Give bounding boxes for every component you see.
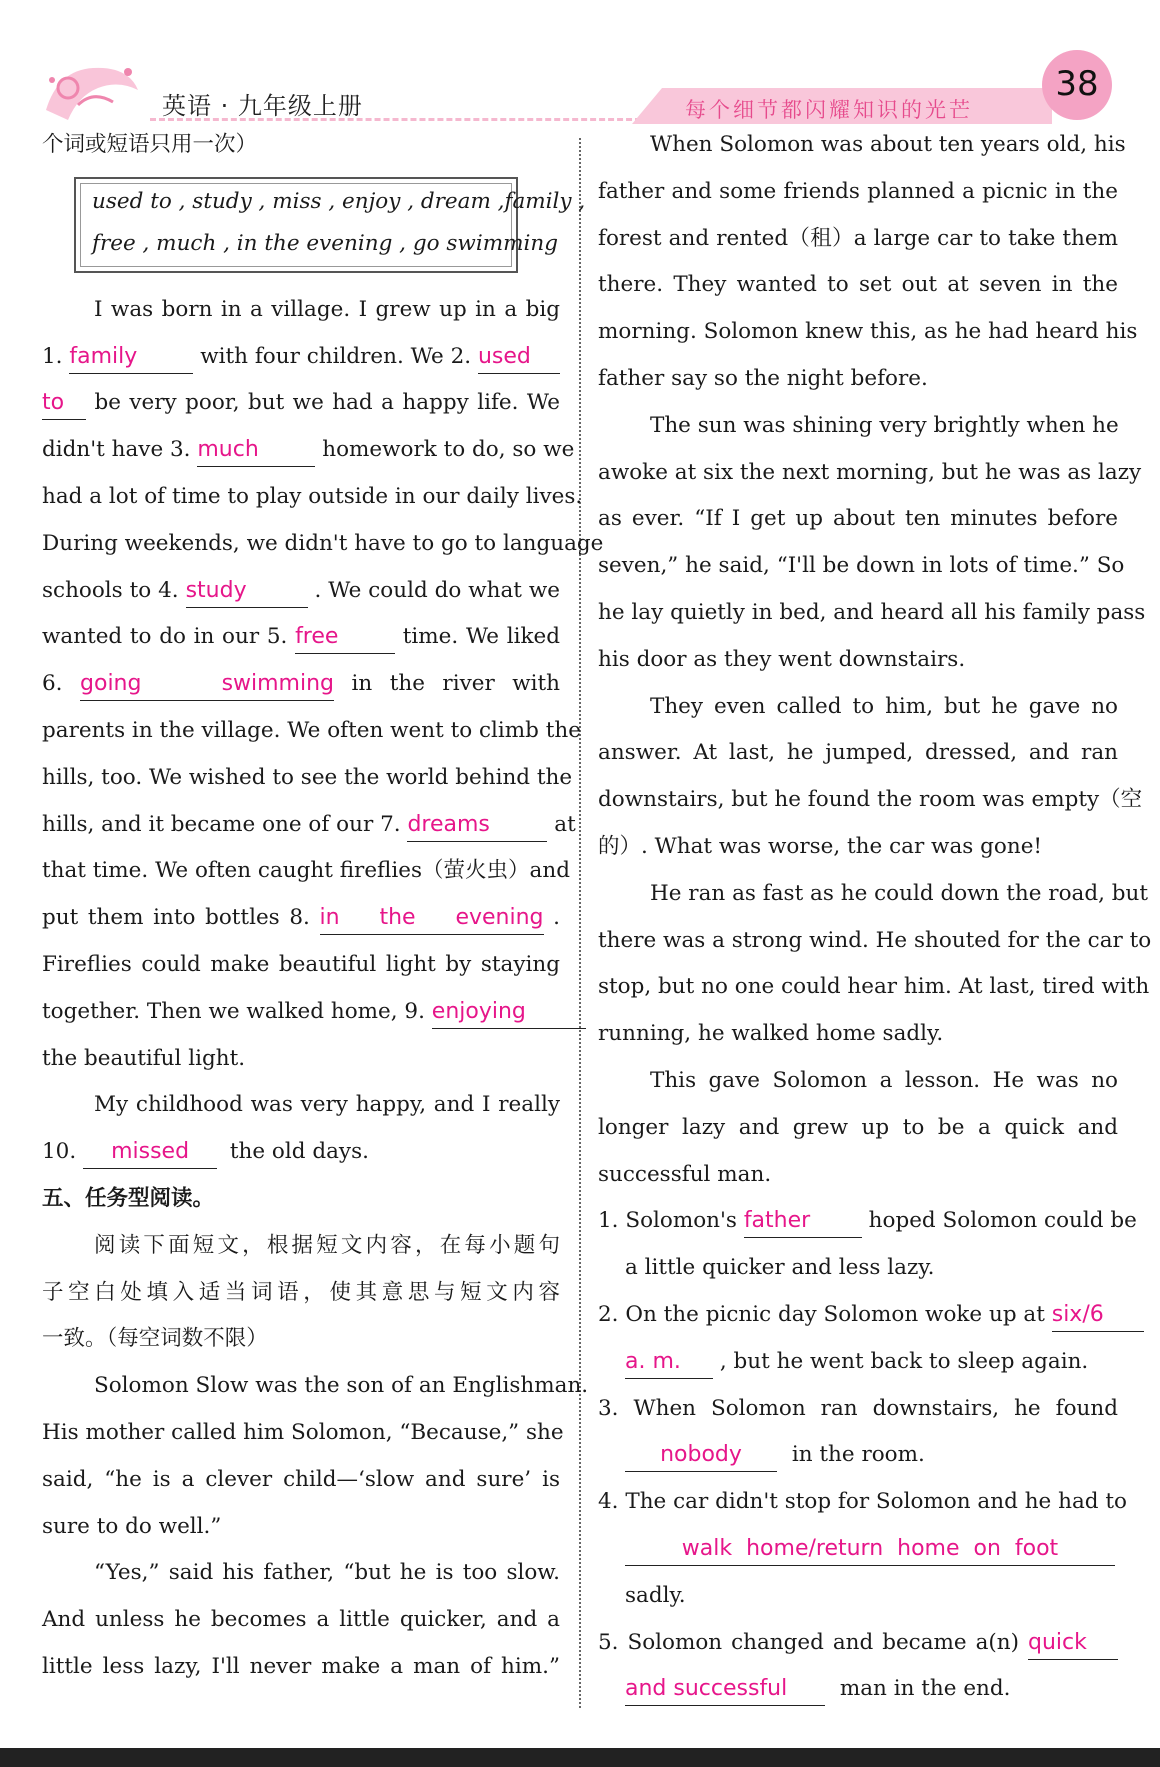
story-line: there was a strong wind. He shouted for the car to (598, 927, 1152, 953)
answer-1: family (69, 341, 193, 374)
passage-text: the old days. (229, 1139, 369, 1165)
answer-9: enjoying (432, 996, 586, 1029)
book-subject-title: 英语 · 九年级上册 (162, 92, 363, 120)
question-3-cont (598, 1432, 1118, 1479)
question-3: 3. When Solomon ran downstairs, he found (598, 1395, 1118, 1421)
story-line: as ever. “If I get up about ten minutes before (598, 506, 1118, 532)
passage-line (42, 802, 576, 849)
answer-3: much (197, 434, 315, 467)
header-dashed-divider (150, 118, 650, 121)
passage-line: hills, too. We wished to see the world behind the (42, 764, 573, 790)
passage-line (42, 427, 575, 474)
passage-text: in the river with (351, 671, 560, 697)
story-line: Solomon Slow was the son of an Englishman. (94, 1373, 589, 1399)
question-5-cont (598, 1666, 1118, 1713)
story-line: stop, but no one could hear him. At last, tired with (598, 974, 1150, 1000)
story-line: They even called to him, but he gave no (650, 693, 1118, 719)
answer-q2a: six/6 (1052, 1299, 1144, 1332)
passage-line: I was born in a village. I grew up in a big (94, 296, 560, 322)
intro-text: 个词或短语只用一次） (42, 132, 258, 157)
passage-line: parents in the village. We often went to climb the (42, 717, 581, 743)
section-title: 五、任务型阅读。 (42, 1185, 215, 1211)
question-4-end: sadly. (625, 1582, 686, 1608)
passage-line: had a lot of time to play outside in our daily lives. (42, 483, 583, 509)
question-text: hoped Solomon could be (868, 1208, 1137, 1234)
passage-line (42, 895, 560, 942)
answer-5: free (295, 621, 395, 654)
question-5 (598, 1620, 1118, 1667)
passage-text: put them into bottles 8. (42, 905, 310, 931)
instruction-line: 阅读下面短文，根据短文内容，在每小题句 (94, 1232, 560, 1258)
question-text: 1. Solomon's (598, 1208, 737, 1234)
story-line: successful man. (598, 1161, 772, 1187)
word-bank-line-2: free , much , in the evening , go swimming (92, 230, 558, 256)
passage-line (42, 568, 560, 615)
passage-text: at (554, 811, 576, 837)
page-number: 38 (1055, 64, 1099, 104)
story-line: his door as they went downstairs. (598, 646, 966, 672)
answer-q4: walk home/return home on foot (625, 1533, 1115, 1566)
story-line: “Yes,” said his father, “but he is too slow. (94, 1560, 560, 1586)
column-divider (579, 138, 581, 1708)
question-4: 4. The car didn't stop for Solomon and he had to (598, 1489, 1127, 1515)
passage-text: wanted to do in our 5. (42, 624, 288, 650)
answer-8: in the evening (320, 902, 544, 935)
story-line: awoke at six the next morning, but he was as lazy (598, 459, 1142, 485)
question-1-cont: a little quicker and less lazy. (625, 1255, 935, 1281)
passage-line: that time. We often caught fireflies（萤火虫）and (42, 858, 570, 884)
answer-q2b: a. m. (625, 1346, 713, 1379)
story-line: downstairs, but he found the room was empty（空 (598, 787, 1143, 813)
story-line: seven,” he said, “I'll be down in lots of time.” So (598, 553, 1125, 579)
blank-number: 10. (42, 1139, 77, 1165)
answer-2a: used (478, 341, 560, 374)
question-4-cont (598, 1526, 1118, 1573)
answer-q3: nobody (625, 1439, 777, 1472)
passage-line: Fireflies could make beautiful light by staying (42, 951, 560, 977)
story-line: longer lazy and grew up to be a quick and (598, 1114, 1118, 1140)
passage-text: . We could do what we (314, 577, 560, 603)
passage-line (42, 614, 560, 661)
answer-q1: father (744, 1205, 862, 1238)
left-column (42, 122, 604, 1691)
answer-7: dreams (407, 809, 547, 842)
passage-text: be very poor, but we had a happy life. We (94, 390, 560, 416)
question-1 (598, 1198, 1137, 1245)
answer-q5a: quick (1028, 1627, 1118, 1660)
story-line: forest and rented（租）a large car to take them (598, 225, 1118, 251)
passage-text: together. Then we walked home, 9. (42, 998, 425, 1024)
story-line: This gave Solomon a lesson. He was no (650, 1067, 1118, 1093)
question-text: , but he went back to sleep again. (719, 1348, 1089, 1374)
passage-line (42, 989, 560, 1036)
story-line: sure to do well.” (42, 1513, 222, 1539)
word-bank-line-1: used to , study , miss , enjoy , dream ,family , (92, 188, 586, 214)
question-text: 2. On the picnic day Solomon woke up at (598, 1301, 1045, 1327)
story-line: morning. Solomon knew this, as he had heard his (598, 319, 1138, 345)
passage-line (42, 661, 560, 708)
story-line: he lay quietly in bed, and heard all his family pass (598, 599, 1146, 625)
question-2 (598, 1292, 1118, 1339)
blank-number: 6. (42, 671, 63, 697)
passage-text: didn't have 3. (42, 437, 191, 463)
passage-line (42, 334, 560, 381)
story-line: there. They wanted to set out at seven in the (598, 272, 1118, 298)
flower-ornament-icon (38, 50, 148, 130)
bottom-edge-bar (0, 1748, 1160, 1767)
right-column (598, 122, 1152, 1713)
answer-10: missed (83, 1136, 217, 1169)
story-line: said, “he is a clever child—‘slow and sure’ is (42, 1466, 560, 1492)
story-line: When Solomon was about ten years old, his (650, 132, 1126, 157)
passage-line (42, 380, 560, 427)
instruction-line: 子空白处填入适当词语，使其意思与短文内容 (42, 1279, 560, 1305)
page-header (0, 0, 1160, 135)
story-line: father say so the night before. (598, 365, 928, 391)
instruction-line: 一致。（每空词数不限） (42, 1326, 268, 1352)
passage-line: My childhood was very happy, and I really (94, 1092, 560, 1118)
story-line: answer. At last, he jumped, dressed, and ran (598, 740, 1118, 766)
story-line: And unless he becomes a little quicker, and a (42, 1607, 560, 1633)
answer-6: going swimming (80, 668, 334, 701)
answer-q5b: and successful (625, 1673, 825, 1706)
question-text: 5. Solomon changed and became a(n) (598, 1629, 1020, 1655)
passage-line: During weekends, we didn't have to go to language (42, 530, 604, 556)
passage-text: with four children. We 2. (200, 343, 472, 369)
passage-line: the beautiful light. (42, 1045, 246, 1071)
passage-text: hills, and it became one of our 7. (42, 811, 401, 837)
word-bank-box (74, 177, 586, 273)
story-line: He ran as fast as he could down the road, but (650, 880, 1149, 906)
story-line: The sun was shining very brightly when he (650, 412, 1119, 438)
blank-number: 1. (42, 343, 63, 369)
story-line: father and some friends planned a picnic in the (598, 178, 1118, 204)
question-text: in the room. (791, 1442, 925, 1468)
passage-text: homework to do, so we (322, 437, 575, 463)
story-line: His mother called him Solomon, “Because,” she (42, 1419, 564, 1445)
passage-text: schools to 4. (42, 577, 179, 603)
passage-text: time. We liked (402, 624, 560, 650)
answer-2b: to (42, 387, 86, 420)
passage-line (42, 1129, 560, 1176)
question-text: man in the end. (839, 1676, 1011, 1702)
passage-text: . (553, 905, 561, 931)
question-2-cont (598, 1339, 1118, 1386)
answer-4: study (186, 575, 308, 608)
slogan-text: 每个细节都闪耀知识的光芒 (685, 98, 973, 122)
story-line: 的）. What was worse, the car was gone! (598, 833, 1043, 859)
story-line: little less lazy, I'll never make a man of him.” (42, 1653, 560, 1679)
story-line: running, he walked home sadly. (598, 1021, 944, 1047)
